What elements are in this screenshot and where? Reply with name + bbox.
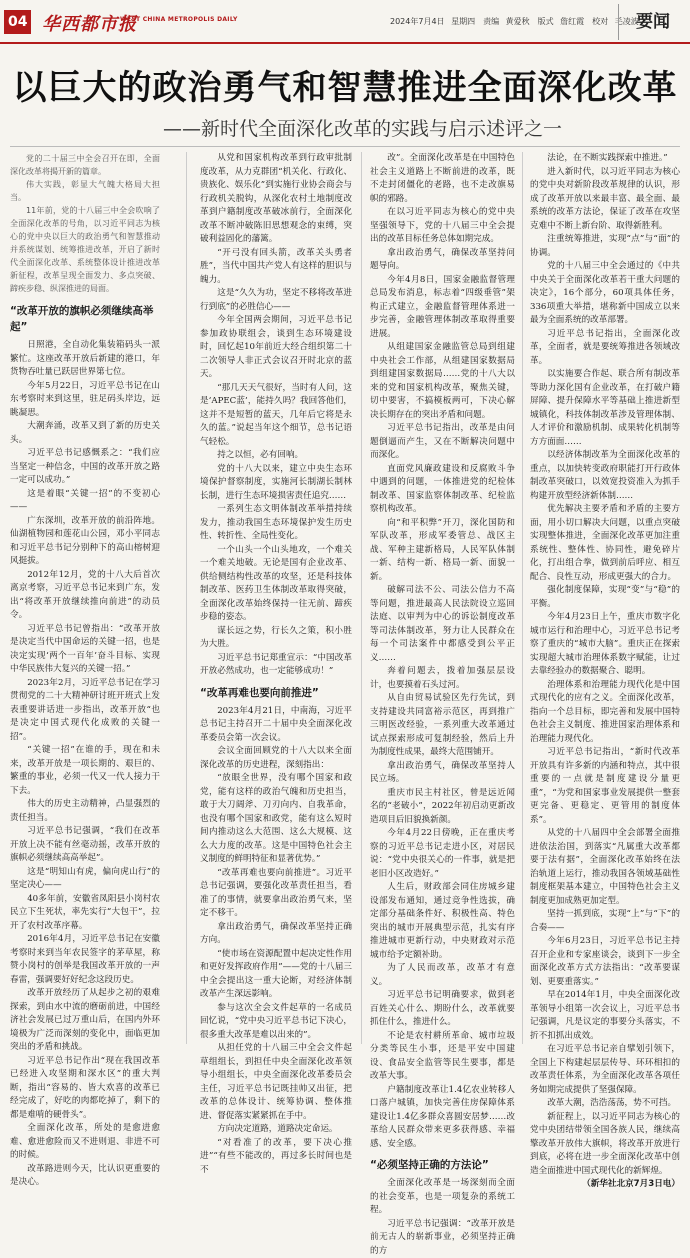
body-paragraph: 直面党风廉政建设和反腐败斗争中遇到的问题，一体推进党的纪检体制改革、国家监察体制改革、纪检监察机构改革。 (370, 463, 515, 517)
body-paragraph: 全面深化改革是一场深刻而全面的社会变革，也是一项复杂的系统工程。 (370, 1177, 515, 1218)
body-paragraph: 今年4月23日上午，重庆市数字化城市运行和治理中心，习近平总书记考察了重庆的“城市大脑”。重庆正在探索实现超大城市治理体系数字赋能，让过去靠经验办的数据聚合、聪明。 (530, 611, 680, 679)
body-paragraph: 改革大潮，浩浩荡荡，势不可挡。 (530, 1097, 680, 1111)
body-paragraph: 习近平总书记指出，“新时代改革开放具有许多新的内涵和特点，其中很重要的一点就是制度建设分量更重”，“为党和国家事业发展提供一整套更完备、更稳定、更管用的制度体系”。 (530, 746, 680, 827)
article-column-1 (10, 152, 160, 1044)
body-paragraph: 方向决定道路，道路决定命运。 (200, 1123, 352, 1137)
body-paragraph: 今年全国两会期间，习近平总书记参加政协联组会，谈到生态环境建设时，回忆起10年前近大经合组织第二十二次领导人非正式会议召开时北京的蓝天。 (200, 314, 352, 382)
article-lead (10, 152, 160, 295)
body-paragraph: 习近平总书记郑重宣示：“中国改革开放必然成功，也一定能够成功！” (200, 652, 352, 679)
body-paragraph: 人生后，财政部会同住房城乡建设部发布通知，通过竞争性选拔，确定部分基础条件好、积极性高、特色突出的城市开展典型示范，扎实有序推进城市更新行动，中央财政对示范城市给予定额补助。 (370, 881, 515, 962)
body-paragraph: 广东深圳，改革开放的前沿阵地。仙湖植物园和莲花山公园，邓小平同志和习近平总书记分别种下的高山榕树迎风挺拔。 (10, 515, 160, 569)
column-divider (522, 152, 523, 1044)
body-paragraph: 户籍制度改革让1.4亿农业转移人口落户城镇，加快完善住房保障体系建设让1.4亿多群众喜圆安居梦……改革给人民群众带来更多获得感、幸福感、安全感。 (370, 1084, 515, 1152)
article-subhead: ——新时代全面深化改革的实践与启示述评之一 (0, 114, 690, 141)
body-paragraph: 注重统筹推进，实现“点”与“面”的协调。 (530, 233, 680, 260)
article-column-4 (530, 152, 680, 1044)
body-paragraph: 奔着问题去，拨着加强层层设计，也要摸着石头过河。 (370, 665, 515, 692)
body-paragraph: 会议全面回顾党的十八大以来全面深化改革的历史进程，深刻指出： (200, 745, 352, 772)
body-paragraph: 强化制度保障，实现“变”与“稳”的平衡。 (530, 584, 680, 611)
body-paragraph: “那几天天气很好，当时有人问，这是‘APEC蓝’，能持久吗？我回答他们，这并不是短暂的蓝天，几年后它将是永久的蓝。”说起当年这个细节，总书记语气轻松。 (200, 382, 352, 450)
body-paragraph: 大潮奔涌，改革又到了新的历史关头。 (10, 420, 160, 447)
body-paragraph: 2023年4月21日，中南海，习近平总书记主持召开二十届中央全面深化改革委员会第一次会议。 (200, 705, 352, 746)
body-paragraph: 参与这次全会文件起草的一名成员回忆说，“党中央习近平总书记下决心，很多重大改革是难以出来的”。 (200, 1002, 352, 1043)
page-number: 04 (4, 10, 31, 34)
body-paragraph: 改”。全面深化改革是在中国特色社会主义道路上不断前进的改革，既不走封闭僵化的老路，也不走改旗易帜的邪路。 (370, 152, 515, 206)
body-paragraph: 在以习近平同志为核心的党中央坚强领导下，党的十八届三中全会提出的改革目标任务总体如期完成。 (370, 206, 515, 247)
body-paragraph: 新征程上，以习近平同志为核心的党中央团结带领全国各族人民，继续高擎改革开放伟大旗帜，将改革开放进行到底，必将在进一步全面深化改革中创造全面推进中国式现代化的新辉煌。 (530, 1111, 680, 1179)
body-paragraph: 拿出政治勇气，确保改革坚持人民立场。 (370, 760, 515, 787)
body-paragraph: 一个山头一个山头地攻，一个难关一个难关地破。无论是国有企业改革、供给侧结构性改革的攻坚，还是科技体制改革、医药卫生体制改革取得突破，全面深化改革始终保持一往无前、蹄疾步稳的姿态。 (200, 544, 352, 625)
body-paragraph: 从组建国家金融监管总局到组建中央社会工作部，从组建国家数据局到组建国家数据局……党的十八大以来的党和国家机构改革，聚焦关键，切中要害，不搞模板两可，下决心解决长期存在的突出矛盾和问题。 (370, 341, 515, 422)
body-paragraph: 治理体系和治理能力现代化是中国式现代化的应有之义。全面深化改革，指向一个总目标，即完善和发展中国特色社会主义制度、推进国家治理体系和治理能力现代化。 (530, 679, 680, 747)
body-paragraph: 不论是农村耕所革命、城市垃圾分类等民生小事，还是平安中国建设、食品安全监管等民生要事，都是改革大事。 (370, 1030, 515, 1084)
issue-meta: 2024年7月4日 星期四 责编 黄爱秋 版式 詹红霞 校对 毛凌波 (390, 16, 639, 27)
newspaper-english-name: WEST CHINA METROPOLIS DAILY (120, 16, 238, 23)
body-paragraph: 党的十八届三中全会通过的《中共中央关于全面深化改革若干重大问题的决定》，16个部分，60项具体任务，336项重大举措，堪称新中国成立以来最为全面系统的改革部署。 (530, 260, 680, 328)
lead-paragraph: 党的二十届三中全会召开在即，全面深化改革将揭开新的篇章。 (10, 152, 160, 178)
body-paragraph: 谋长远之势，行长久之策，积小胜为大胜。 (200, 625, 352, 652)
body-paragraph: 这是着眼“关键一招”的不变初心—— (10, 488, 160, 515)
body-paragraph: 这是“明知山有虎，偏向虎山行”的坚定决心—— (10, 866, 160, 893)
body-paragraph: 从担任党的十八届三中全会文件起草组组长，到担任中央全面深化改革领导小组组长，中央全面深化改革委员会主任，习近平总书记既挂帅又出征，把改革的总体设计、统筹协调、整体推进、督促落实紧紧抓在手中。 (200, 1042, 352, 1123)
body-paragraph: “使市场在资源配置中起决定性作用和更好发挥政府作用”——党的十八届三中全会提出这一重大论断，对经济体制改革产生深远影响。 (200, 948, 352, 1002)
body-paragraph: 拿出政治勇气，确保改革坚持问题导向。 (370, 247, 515, 274)
body-paragraph: 习近平总书记强调：“改革开放是前无古人的崭新事业，必须坚持正确的方 (370, 1218, 515, 1258)
body-paragraph: 持之以恒，必有回响。 (200, 449, 352, 463)
body-paragraph: 习近平总书记指出，全面深化改革，全面者，就是要统筹推进各领域改革。 (530, 328, 680, 369)
body-paragraph: 拿出政治勇气，确保改革坚持正确方向。 (200, 921, 352, 948)
body-paragraph: 今年4月8日，国家金融监督管理总局发布消息，标志着“四级垂管”架构正式建立，金融监督管理体系进一步完善，金融管理体制改革取得重要进展。 (370, 274, 515, 342)
body-paragraph: 重庆市民主村社区，曾是远近闻名的“老破小”，2022年初启动更新改造项目后旧貌换新颜。 (370, 787, 515, 828)
body-paragraph: 破解司法不公、司法公信力不高等问题，推进最高人民法院设立巡回法庭、以审判为中心的诉讼制度改革等司法体制改革，努力让人民群众在每一个司法案件中都感受到公平正义…… (370, 584, 515, 665)
body-paragraph: 习近平总书记强调，“我们在改革开放上决不能有丝毫动摇，改革开放的旗帜必须继续高高举起”。 (10, 825, 160, 866)
article-column-2 (200, 152, 352, 1044)
body-paragraph: 以经济体制改革为全面深化改革的重点，以加快转变政府职能打开行政体制改革突破口，以效宽投资准入为抓手构建开放型经济新体制…… (530, 449, 680, 503)
body-paragraph: 习近平总书记作出“现在我国改革已经进入攻坚期和深水区”的重大判断，指出“容易的、皆大欢喜的改革已经完成了，好吃的肉都吃掉了，剩下的都是难啃的硬骨头”。 (10, 1055, 160, 1123)
section-subtitle: “必须坚持正确的方法论” (370, 1157, 515, 1173)
body-paragraph: 习近平总书记指出，改革是由问题倒逼而产生，又在不断解决问题中而深化。 (370, 422, 515, 463)
body-paragraph: 改革开放经历了从起步之初的艰难探索，到由水中流的磨砺前进，中国经济社会发展已过万重山后，在国内外环境极为广泛而深刻的变化中，面临更加突出的矛盾和挑战。 (10, 987, 160, 1055)
column-divider (186, 152, 187, 1044)
section-subtitle: “改革再难也要向前推进” (200, 685, 352, 701)
body-paragraph: 为了人民而改革，改革才有意义。 (370, 962, 515, 989)
body-paragraph: 2012年12月，党的十八大后首次离京考察，习近平总书记来到广东，发出“将改革开放继续推向前进”的动员令。 (10, 569, 160, 623)
article-column-3 (370, 152, 515, 1044)
body-paragraph: 法论，在不断实践探索中推进。” (530, 152, 680, 166)
body-paragraph: 2023年2月，习近平总书记在学习贯彻党的二十大精神研讨班开班式上发表重要讲话进一步指出，改革开放“也是决定中国式现代化成败的关键一招”。 (10, 677, 160, 745)
article-headline: 以巨大的政治勇气和智慧推进全面深化改革 (0, 60, 690, 109)
divider (10, 146, 680, 147)
body-paragraph: 以实施要合作起、联合所有制改革等助力深化国有企业改革，在打破户籍屏障、提升保障水平等基础上推进新型城镇化，科技体制改革涉及管理体制、人才评价和激励机制、成果转化机制等方方面面…… (530, 368, 680, 449)
body-paragraph: 党的十八大以来，建立中央生态环境保护督察制度，实施河长制湖长制林长制，进行生态环境损害责任追究…… (200, 463, 352, 504)
body-paragraph: “对看准了的改革，要下决心推进”“有些不能改的，再过多长时间也是不 (200, 1137, 352, 1178)
body-paragraph: 坚持一抓到底，实现“上”与“下”的合奏—— (530, 908, 680, 935)
body-paragraph: 优先解决主要矛盾和矛盾的主要方面，用小切口解决大问题，以重点突破实现整体推进，全面深化改革更加注重系统性、整体性、协同性，避免碎片化，打出组合拳，做到前后呼应、相互配合、良性互动，形成更强大的合力。 (530, 503, 680, 584)
dateline-credit: （新华社北京7月3日电） (530, 1178, 680, 1192)
lead-paragraph: 11年前，党的十八届三中全会吹响了全面深化改革的号角，以习近平同志为核心的党中央以巨大的政治勇气和智慧推动并系统谋划、统筹推进改革，开启了新时代全面深化改革、系统整体设计推进改革新征程，改革呈现全面发力、多点突破、蹄疾步稳、纵深推进的局面。 (10, 204, 160, 295)
body-paragraph: 今年6月23日，习近平总书记主持召开企业和专家座谈会，谈到下一步全面深化改革方式方法指出：“改革要谋划、更要重落实。” (530, 935, 680, 989)
body-paragraph: 日照港，全自动化集装箱码头一派繁忙。这座改革开放后新建的港口，年货物吞吐量已跃居世界第七位。 (10, 339, 160, 380)
body-paragraph: 从自由贸易试验区先行先试，到支持建设共同富裕示范区，再到推广三明医改经验，一系列重大改革通过试点探索形成可复制经验，然后上升为制度性成果，最终大范围铺开。 (370, 692, 515, 760)
body-paragraph: “放眼全世界，没有哪个国家和政党，能有这样的政治气魄和历史担当，敢于大刀阔斧、刀刃向内、自我革命，也没有哪个国家和政党，能有这么短时间内推动这么大范围、这么大规模、这么大力度的改革。这是中国特色社会主义制度的鲜明特征和显著优势。” (200, 772, 352, 867)
body-paragraph: 2016年4月，习近平总书记在安徽考察时来到当年农民签字的茅草屋，称赞小岗村的创举是我国改革开放的一声春雷，强调要好好纪念这段历史。 (10, 933, 160, 987)
body-paragraph: 习近平总书记明确要求，做到老百姓关心什么、期盼什么，改革就要抓住什么，推进什么。 (370, 989, 515, 1030)
body-paragraph: 40多年前，安徽省凤阳县小岗村农民立下生死状，率先实行“大包干”，拉开了农村改革序幕。 (10, 893, 160, 934)
section-label: 要闻 (618, 4, 687, 40)
body-paragraph: 在习近平总书记亲自擘划引领下，全国上下构建起层层传导、环环相扣的改革责任体系，为全面深化改革各项任务如期完成提供了坚强保障。 (530, 1043, 680, 1097)
body-paragraph: 向“和平积弊”开刀，深化国防和军队改革，形成军委管总、战区主战、军种主建新格局，人民军队体制一新、结构一新、格局一新、面貌一新。 (370, 517, 515, 585)
newspaper-logo: 华西都市报 (42, 10, 137, 36)
body-paragraph: 改革路进则今天，比认识更重要的是决心。 (10, 1163, 160, 1190)
body-paragraph: 这是“久久为功，坚定不移将改革进行到底”的必胜信心—— (200, 287, 352, 314)
masthead (0, 0, 690, 44)
body-paragraph: “开弓没有回头箭，改革关头勇者胜”，当代中国共产党人有这样的胆识与魄力。 (200, 247, 352, 288)
body-paragraph: 习近平总书记感慨系之：“我们应当坚定一种信念，中国的改革开放之路一定可以成功。” (10, 447, 160, 488)
body-paragraph: 伟大的历史主动精神，凸显强烈的责任担当。 (10, 798, 160, 825)
body-paragraph: 从党的十八届四中全会部署全面推进依法治国，到落实“凡属重大改革都要于法有据”，全面深化改革始终在法治轨道上运行，推动我国各领域基础性制度框架基本建立，中国特色社会主义制度更加成熟更加定型。 (530, 827, 680, 908)
body-paragraph: 全面深化改革，所处的是愈进愈难、愈进愈险而又不进则退、非进不可的时候。 (10, 1122, 160, 1163)
body-paragraph: 今年5月22日，习近平总书记在山东考察时来到这里，驻足码头岸边，远眺凝思。 (10, 380, 160, 421)
lead-paragraph: 伟大实践，彰显大气魄大格局大担当。 (10, 178, 160, 204)
body-paragraph: “关键一招”在谁的手，现在和未来，改革开放是一项长期的、艰巨的、繁重的事业，必须一代又一代人接力干下去。 (10, 744, 160, 798)
body-paragraph: 今年4月22日傍晚，正在重庆考察的习近平总书记走进小区，对居民说：“党中央很关心的一件事，就是把老旧小区改造好。” (370, 827, 515, 881)
body-paragraph: 早在2014年1月，中央全面深化改革领导小组第一次会议上，习近平总书记强调，凡是议定的事要分头落实，不折不扣抓出成效。 (530, 989, 680, 1043)
body-paragraph: 一系列生态文明体制改革举措持续发力，推动我国生态环境保护发生历史性、转折性、全局性变化。 (200, 503, 352, 544)
body-paragraph: 从党和国家机构改革到行政审批制度改革，从力克群团“机关化、行政化、贵族化、娱乐化”到实施行业协会商会与行政机关脱钩，从深化农村土地制度改革到户籍制度改革破冰前行，全面深化改革不断冲破陈旧思想观念的束缚，突破利益固化的藩篱。 (200, 152, 352, 247)
body-paragraph: “改革再难也要向前推进”。习近平总书记强调，要强化改革责任担当，看准了的事情，就要拿出政治勇气来，坚定不移干。 (200, 867, 352, 921)
body-paragraph: 习近平总书记曾指出：“改革开放是决定当代中国命运的关键一招，也是决定实现‘两个一百年’奋斗目标、实现中华民族伟大复兴的关键一招。” (10, 623, 160, 677)
column-divider (361, 152, 362, 1044)
section-subtitle: “改革开放的旗帜必须继续高举起” (10, 303, 160, 335)
body-paragraph: 进入新时代，以习近平同志为核心的党中央对新阶段改革规律的认识，形成了改革开放以来最丰富、最全面、最系统的改革方法论，保证了改革在攻坚克难中不断上新台阶、取得新胜利。 (530, 166, 680, 234)
